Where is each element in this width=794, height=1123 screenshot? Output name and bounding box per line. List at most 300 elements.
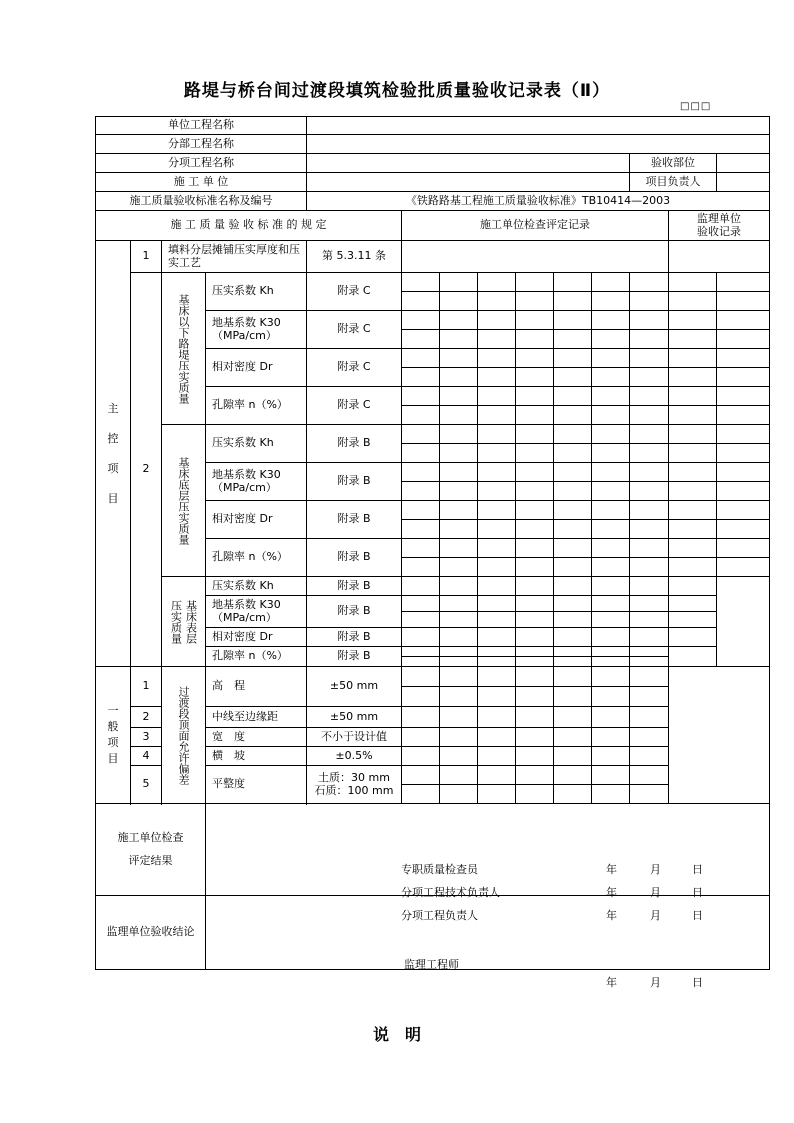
data-cell[interactable]: [440, 558, 478, 577]
data-cell[interactable]: [478, 577, 516, 596]
data-cell[interactable]: [516, 444, 554, 463]
supervisor-cell[interactable]: [669, 520, 717, 539]
supervisor-cell[interactable]: [717, 425, 770, 444]
data-cell[interactable]: [592, 368, 630, 387]
data-cell[interactable]: [592, 406, 630, 425]
data-cell[interactable]: [440, 311, 478, 330]
supervisor-cell[interactable]: [669, 425, 717, 444]
data-cell[interactable]: [592, 330, 630, 349]
data-cell[interactable]: [630, 273, 669, 292]
data-cell[interactable]: [630, 444, 669, 463]
data-cell[interactable]: [402, 766, 440, 785]
main-control-char: 项: [107, 461, 119, 475]
general-char: 般: [107, 720, 119, 733]
data-cell[interactable]: [402, 273, 440, 292]
data-cell[interactable]: [440, 687, 478, 707]
data-cell[interactable]: [402, 558, 440, 577]
supervisor-cell[interactable]: [669, 501, 717, 520]
acceptance-location-value[interactable]: [717, 154, 770, 173]
general-supervisor-record[interactable]: [669, 667, 770, 804]
item-no: 3: [131, 728, 162, 747]
data-cell[interactable]: [554, 728, 592, 747]
data-cell[interactable]: [592, 612, 630, 628]
data-cell[interactable]: [478, 707, 516, 728]
data-cell[interactable]: [516, 628, 554, 647]
data-cell[interactable]: [516, 785, 554, 804]
data-cell[interactable]: [592, 747, 630, 766]
data-cell[interactable]: [592, 520, 630, 539]
data-cell[interactable]: [592, 482, 630, 501]
data-cell[interactable]: [516, 612, 554, 628]
data-cell[interactable]: [592, 558, 630, 577]
data-cell[interactable]: [592, 657, 630, 667]
row-name: 高 程: [206, 667, 307, 707]
data-cell[interactable]: [630, 785, 669, 804]
data-cell[interactable]: [554, 425, 592, 444]
data-cell[interactable]: [630, 387, 669, 406]
row-spec: ±50 mm: [307, 667, 402, 707]
row-name: 压实系数 Kh: [206, 273, 307, 311]
data-cell[interactable]: [554, 292, 592, 311]
data-cell[interactable]: [630, 628, 669, 647]
data-cell[interactable]: [402, 707, 440, 728]
data-cell[interactable]: [402, 728, 440, 747]
supervisor-cell[interactable]: [717, 292, 770, 311]
supervisor-cell[interactable]: [717, 501, 770, 520]
data-cell[interactable]: [554, 766, 592, 785]
standard-value: 《铁路路基工程施工质量验收标准》TB10414—2003: [307, 192, 770, 211]
data-cell[interactable]: [554, 349, 592, 368]
data-cell[interactable]: [630, 406, 669, 425]
data-cell[interactable]: [478, 482, 516, 501]
data-cell[interactable]: [516, 406, 554, 425]
supervisor-cell[interactable]: [717, 539, 770, 558]
data-cell[interactable]: [516, 687, 554, 707]
row-spec: 附录 B: [307, 501, 402, 539]
data-cell[interactable]: [592, 687, 630, 707]
data-cell[interactable]: [402, 463, 440, 482]
data-cell[interactable]: [440, 766, 478, 785]
contractor-record-header: 施工单位检查评定记录: [402, 211, 669, 241]
supervisor-cell[interactable]: [669, 368, 717, 387]
item-no: 1: [131, 667, 162, 707]
data-cell[interactable]: [592, 539, 630, 558]
data-cell[interactable]: [630, 657, 669, 667]
data-cell[interactable]: [630, 707, 669, 728]
data-cell[interactable]: [402, 330, 440, 349]
data-cell[interactable]: [478, 292, 516, 311]
data-cell[interactable]: [554, 273, 592, 292]
data-cell[interactable]: [630, 425, 669, 444]
row-name: 孔隙率 n（%）: [206, 387, 307, 425]
data-cell[interactable]: [554, 539, 592, 558]
main-control-char: 控: [107, 431, 119, 445]
data-cell[interactable]: [516, 647, 554, 657]
data-cell[interactable]: [554, 785, 592, 804]
data-cell[interactable]: [516, 330, 554, 349]
date-month: 月: [650, 975, 661, 989]
general-label: [96, 667, 131, 804]
data-cell[interactable]: [402, 539, 440, 558]
row-spec: 附录 C: [307, 273, 402, 311]
data-cell[interactable]: [630, 349, 669, 368]
data-cell[interactable]: [592, 667, 630, 687]
row-name: 相对密度 Dr: [206, 349, 307, 387]
data-cell[interactable]: [440, 349, 478, 368]
supervisor-cell[interactable]: [717, 368, 770, 387]
data-cell[interactable]: [440, 707, 478, 728]
data-cell[interactable]: [554, 577, 592, 596]
supervisor-cell[interactable]: [669, 596, 717, 612]
data-cell[interactable]: [440, 368, 478, 387]
data-cell[interactable]: [478, 520, 516, 539]
data-cell[interactable]: [516, 667, 554, 687]
data-cell[interactable]: [402, 612, 440, 628]
date-year: 年: [606, 862, 617, 876]
contractor-result-label-line1: 施工单位检查: [117, 830, 184, 844]
data-cell[interactable]: [402, 444, 440, 463]
row-spec: 附录 C: [307, 349, 402, 387]
data-cell[interactable]: [630, 539, 669, 558]
supervisor-result-label: 监理单位验收结论: [96, 896, 206, 970]
data-cell[interactable]: [554, 406, 592, 425]
supervisor-cell[interactable]: [717, 330, 770, 349]
data-cell[interactable]: [402, 657, 440, 667]
data-cell[interactable]: [478, 628, 516, 647]
data-cell[interactable]: [402, 628, 440, 647]
supervisor-cell[interactable]: [669, 558, 717, 577]
data-cell[interactable]: [440, 501, 478, 520]
data-cell[interactable]: [440, 444, 478, 463]
data-cell[interactable]: [402, 501, 440, 520]
data-cell[interactable]: [554, 628, 592, 647]
contractor-value[interactable]: [307, 173, 630, 192]
data-cell[interactable]: [478, 330, 516, 349]
data-cell[interactable]: [402, 577, 440, 596]
group-name-text: 基床表层: [184, 599, 198, 644]
data-cell[interactable]: [402, 596, 440, 612]
data-cell[interactable]: [592, 349, 630, 368]
data-cell[interactable]: [478, 406, 516, 425]
row-name: 平整度: [206, 766, 307, 804]
data-cell[interactable]: [630, 292, 669, 311]
data-cell[interactable]: [478, 785, 516, 804]
data-cell[interactable]: [402, 311, 440, 330]
data-cell[interactable]: [630, 330, 669, 349]
data-cell[interactable]: [478, 687, 516, 707]
row-spec: 附录 B: [307, 647, 402, 667]
supervisor-cell[interactable]: [669, 463, 717, 482]
data-cell[interactable]: [478, 273, 516, 292]
supervisor-cell[interactable]: [669, 444, 717, 463]
data-cell[interactable]: [516, 311, 554, 330]
data-cell[interactable]: [440, 657, 478, 667]
data-cell[interactable]: [554, 311, 592, 330]
row-spec: 附录 B: [307, 628, 402, 647]
data-cell[interactable]: [478, 539, 516, 558]
data-cell[interactable]: [630, 687, 669, 707]
data-cell[interactable]: [554, 368, 592, 387]
item-record[interactable]: [402, 241, 669, 273]
data-cell[interactable]: [440, 330, 478, 349]
supervisor-cell[interactable]: [669, 311, 717, 330]
data-cell[interactable]: [592, 387, 630, 406]
data-cell[interactable]: [402, 520, 440, 539]
data-cell[interactable]: [402, 647, 440, 657]
data-cell[interactable]: [478, 311, 516, 330]
data-cell[interactable]: [554, 612, 592, 628]
data-cell[interactable]: [630, 520, 669, 539]
date-year: 年: [606, 885, 617, 899]
group-name: [162, 273, 206, 425]
supervisor-cell[interactable]: [669, 387, 717, 406]
data-cell[interactable]: [440, 520, 478, 539]
data-cell[interactable]: [478, 612, 516, 628]
data-cell[interactable]: [440, 577, 478, 596]
supervisor-cell[interactable]: [669, 330, 717, 349]
subdivision-project-value[interactable]: [307, 154, 630, 173]
data-cell[interactable]: [440, 785, 478, 804]
data-cell[interactable]: [478, 558, 516, 577]
data-cell[interactable]: [516, 747, 554, 766]
data-cell[interactable]: [516, 368, 554, 387]
data-cell[interactable]: [516, 728, 554, 747]
data-cell[interactable]: [516, 482, 554, 501]
data-cell[interactable]: [516, 539, 554, 558]
supervisor-cell[interactable]: [669, 349, 717, 368]
data-cell[interactable]: [402, 667, 440, 687]
data-cell[interactable]: [592, 707, 630, 728]
data-cell[interactable]: [478, 766, 516, 785]
item-supervisor-record[interactable]: [669, 241, 770, 273]
item-no: 5: [131, 766, 162, 804]
data-cell[interactable]: [516, 657, 554, 667]
group-name-text: 过渡段顶面允许偏差: [177, 685, 190, 785]
data-cell[interactable]: [630, 647, 669, 657]
data-cell[interactable]: [440, 482, 478, 501]
data-cell[interactable]: [478, 657, 516, 667]
data-cell[interactable]: [516, 707, 554, 728]
data-cell[interactable]: [554, 520, 592, 539]
data-cell[interactable]: [630, 747, 669, 766]
data-cell[interactable]: [630, 501, 669, 520]
data-cell[interactable]: [592, 501, 630, 520]
supervisor-cell[interactable]: [717, 349, 770, 368]
data-cell[interactable]: [440, 647, 478, 657]
supervisor-cell[interactable]: [717, 406, 770, 425]
unit-project-label: 单位工程名称: [96, 117, 307, 135]
data-cell[interactable]: [592, 577, 630, 596]
supervisor-cell[interactable]: [717, 311, 770, 330]
row-name: 相对密度 Dr: [206, 628, 307, 647]
supervisor-cell[interactable]: [717, 387, 770, 406]
data-cell[interactable]: [440, 425, 478, 444]
data-cell[interactable]: [592, 463, 630, 482]
supervisor-cell[interactable]: [669, 482, 717, 501]
data-cell[interactable]: [516, 425, 554, 444]
data-cell[interactable]: [402, 387, 440, 406]
data-cell[interactable]: [516, 463, 554, 482]
data-cell[interactable]: [630, 728, 669, 747]
supervisor-cell[interactable]: [717, 273, 770, 292]
data-cell[interactable]: [440, 667, 478, 687]
data-cell[interactable]: [516, 273, 554, 292]
item-no: 4: [131, 747, 162, 766]
supervisor-cell[interactable]: [717, 558, 770, 577]
data-cell[interactable]: [402, 785, 440, 804]
data-cell[interactable]: [630, 368, 669, 387]
row-spec-line: 土质：30 mm: [318, 770, 390, 784]
data-cell[interactable]: [440, 628, 478, 647]
data-cell[interactable]: [554, 687, 592, 707]
supervisor-cell[interactable]: [669, 406, 717, 425]
row-name: 宽 度: [206, 728, 307, 747]
data-cell[interactable]: [516, 577, 554, 596]
data-cell[interactable]: [592, 425, 630, 444]
row-spec: 附录 C: [307, 387, 402, 425]
footer-heading: 说 明: [372, 1025, 421, 1044]
data-cell[interactable]: [478, 596, 516, 612]
data-cell[interactable]: [516, 558, 554, 577]
data-cell[interactable]: [402, 368, 440, 387]
form-title: 路堤与桥台间过渡段填筑检验批质量验收记录表（Ⅱ）: [183, 81, 611, 101]
division-project-value[interactable]: [307, 135, 770, 154]
data-cell[interactable]: [440, 387, 478, 406]
main-control-char: 主: [107, 401, 119, 415]
data-cell[interactable]: [478, 747, 516, 766]
data-cell[interactable]: [592, 647, 630, 657]
row-name: 孔隙率 n（%）: [206, 647, 307, 667]
data-cell[interactable]: [402, 292, 440, 311]
data-cell[interactable]: [478, 463, 516, 482]
data-cell[interactable]: [630, 667, 669, 687]
data-cell[interactable]: [630, 577, 669, 596]
supervisor-cell[interactable]: [669, 577, 717, 596]
data-cell[interactable]: [630, 311, 669, 330]
data-cell[interactable]: [440, 596, 478, 612]
date-year: 年: [606, 908, 617, 922]
data-cell[interactable]: [478, 444, 516, 463]
data-cell[interactable]: [440, 539, 478, 558]
supervisor-cell[interactable]: [717, 520, 770, 539]
supervisor-cell[interactable]: [717, 444, 770, 463]
data-cell[interactable]: [630, 463, 669, 482]
row-name: 中线至边缘距: [206, 707, 307, 728]
contractor-label: 施 工 单 位: [96, 173, 307, 192]
data-cell[interactable]: [592, 728, 630, 747]
data-cell[interactable]: [554, 501, 592, 520]
data-cell[interactable]: [554, 657, 592, 667]
data-cell[interactable]: [440, 463, 478, 482]
data-cell[interactable]: [592, 596, 630, 612]
data-cell[interactable]: [554, 444, 592, 463]
data-cell[interactable]: [516, 349, 554, 368]
data-cell[interactable]: [554, 482, 592, 501]
item-no: 1: [131, 241, 162, 273]
data-cell[interactable]: [402, 406, 440, 425]
data-cell[interactable]: [478, 368, 516, 387]
data-cell[interactable]: [478, 728, 516, 747]
data-cell[interactable]: [630, 612, 669, 628]
data-cell[interactable]: [440, 292, 478, 311]
data-cell[interactable]: [554, 558, 592, 577]
row-name: 地基系数 K30（MPa/cm）: [206, 311, 307, 349]
data-cell[interactable]: [630, 766, 669, 785]
data-cell[interactable]: [402, 482, 440, 501]
data-cell[interactable]: [516, 387, 554, 406]
supervisor-record-header-line2: 验收记录: [697, 224, 742, 238]
data-cell[interactable]: [630, 482, 669, 501]
data-cell[interactable]: [592, 292, 630, 311]
supervisor-cell[interactable]: [669, 612, 717, 628]
data-cell[interactable]: [516, 766, 554, 785]
unit-project-value[interactable]: [307, 117, 770, 135]
data-cell[interactable]: [440, 728, 478, 747]
data-cell[interactable]: [630, 596, 669, 612]
data-cell[interactable]: [402, 425, 440, 444]
data-cell[interactable]: [554, 707, 592, 728]
data-cell[interactable]: [592, 444, 630, 463]
supervisor-cell[interactable]: [669, 273, 717, 292]
supervisor-cell[interactable]: [669, 292, 717, 311]
data-cell[interactable]: [478, 425, 516, 444]
data-cell[interactable]: [440, 747, 478, 766]
data-cell[interactable]: [554, 463, 592, 482]
data-cell[interactable]: [402, 687, 440, 707]
supervisor-cell[interactable]: [717, 482, 770, 501]
data-cell[interactable]: [592, 273, 630, 292]
data-cell[interactable]: [592, 311, 630, 330]
row-spec: 附录 B: [307, 577, 402, 596]
item-no: 2: [131, 707, 162, 728]
data-cell[interactable]: [592, 628, 630, 647]
data-cell[interactable]: [516, 292, 554, 311]
data-cell[interactable]: [478, 349, 516, 368]
data-cell[interactable]: [592, 766, 630, 785]
supervisor-cell[interactable]: [669, 647, 717, 667]
data-cell[interactable]: [402, 747, 440, 766]
data-cell[interactable]: [630, 558, 669, 577]
data-cell[interactable]: [554, 747, 592, 766]
supervisor-cell[interactable]: [717, 577, 770, 667]
data-cell[interactable]: [554, 596, 592, 612]
signer-label: 专职质量检查员: [401, 862, 478, 876]
data-cell[interactable]: [516, 596, 554, 612]
general-char: 一: [107, 704, 119, 717]
data-cell[interactable]: [516, 520, 554, 539]
data-cell[interactable]: [478, 387, 516, 406]
data-cell[interactable]: [516, 501, 554, 520]
row-spec: 附录 B: [307, 425, 402, 463]
supervisor-cell[interactable]: [717, 463, 770, 482]
supervisor-cell[interactable]: [669, 628, 717, 647]
data-cell[interactable]: [554, 667, 592, 687]
data-cell[interactable]: [478, 667, 516, 687]
data-cell[interactable]: [440, 612, 478, 628]
data-cell[interactable]: [478, 647, 516, 657]
project-manager-value[interactable]: [717, 173, 770, 192]
data-cell[interactable]: [554, 330, 592, 349]
data-cell[interactable]: [440, 273, 478, 292]
data-cell[interactable]: [592, 785, 630, 804]
date-month: 月: [650, 885, 661, 899]
supervisor-cell[interactable]: [669, 539, 717, 558]
data-cell[interactable]: [440, 406, 478, 425]
data-cell[interactable]: [478, 501, 516, 520]
data-cell[interactable]: [554, 387, 592, 406]
data-cell[interactable]: [402, 349, 440, 368]
data-cell[interactable]: [554, 647, 592, 657]
